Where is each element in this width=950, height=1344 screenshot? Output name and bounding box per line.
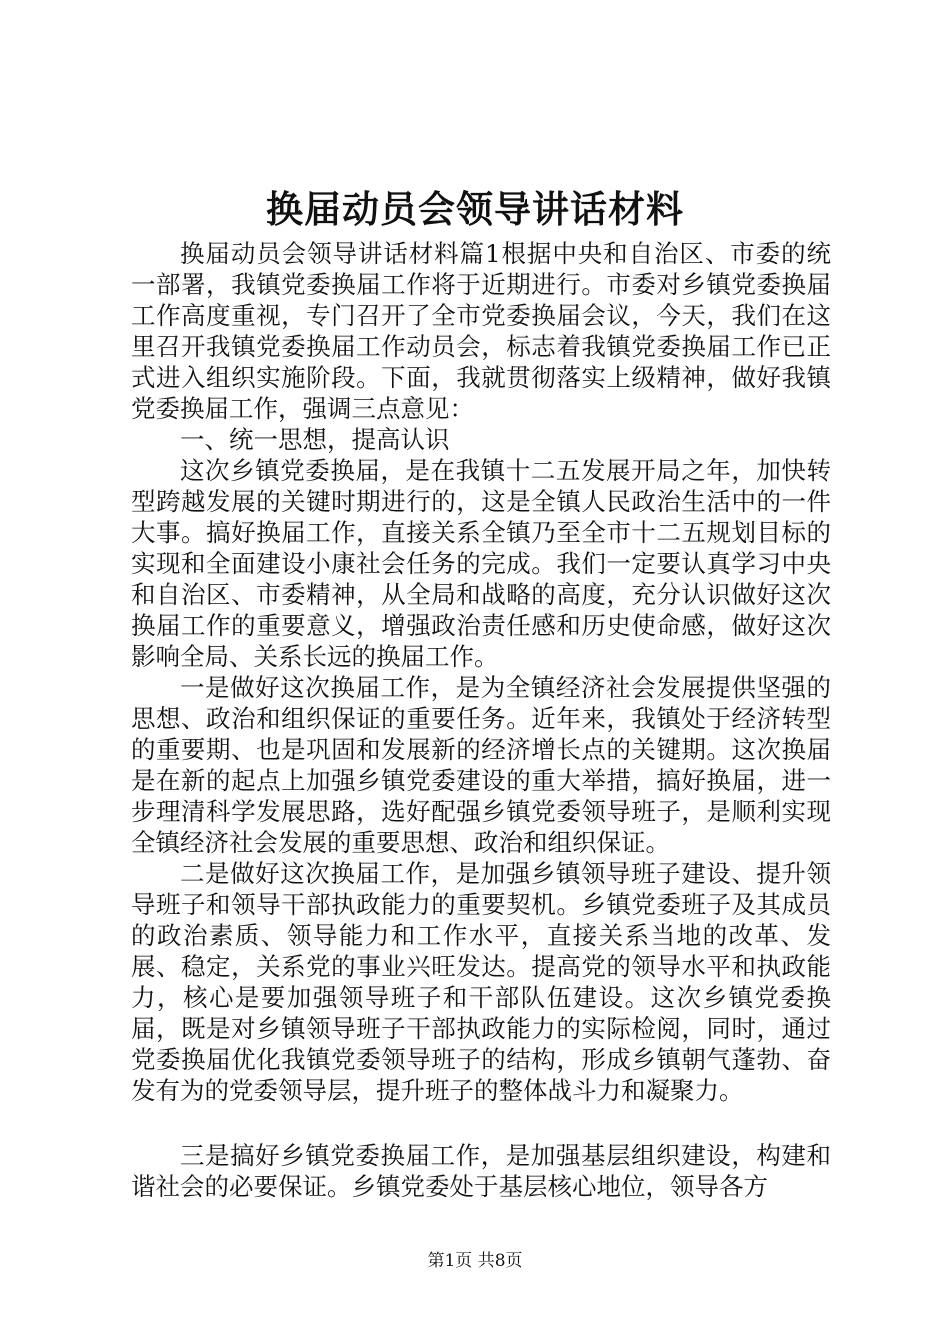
paragraph-point-two: 二是做好这次换届工作，是加强乡镇领导班子建设、提升领导班子和领导干部执政能力的重要契机。乡镇党委班子及其成员的政治素质、领导能力和工作水平，直接关系当地的改革、发展、稳定，关系党的事业兴旺发达。提高党的领导水平和执政能力，核心是要加强领导班子和干部队伍建设。这次乡镇党委换届，既是对乡镇领导班子干部执政能力的实际检阅，同时，通过党委换届优化我镇党委领导班子的结构，形成乡镇朝气蓬勃、奋发有为的党委领导层，提升班子的整体战斗力和凝聚力。 <box>131 859 831 1105</box>
paragraph-intro: 换届动员会领导讲话材料篇1根据中央和自治区、市委的统一部署，我镇党委换届工作将于近期进行。市委对乡镇党委换届工作高度重视，专门召开了全市党委换届会议，今天，我们在这里召开我镇党委换届工作动员会，标志着我镇党委换届工作已正式进入组织实施阶段。下面，我就贯彻落实上级精神，做好我镇党委换届工作，强调三点意见： <box>131 239 831 423</box>
page-number-footer: 第1页 共8页 <box>427 1251 523 1271</box>
document-body <box>131 238 831 1202</box>
paragraph-spacer <box>131 1106 831 1140</box>
paragraph-point-three: 三是搞好乡镇党委换届工作，是加强基层组织建设，构建和谐社会的必要保证。乡镇党委处于基层核心地位，领导各方 <box>131 1141 831 1201</box>
paragraph-point-one: 一是做好这次换届工作，是为全镇经济社会发展提供坚强的思想、政治和组织保证的重要任务。近年来，我镇处于经济转型的重要期、也是巩固和发展新的经济增长点的关键期。这次换届是在新的起点上加强乡镇党委建设的重大举措，搞好换届，进一步理清科学发展思路，选好配强乡镇党委领导班子，是顺利实现全镇经济社会发展的重要思想、政治和组织保证。 <box>131 673 831 857</box>
document-title: 换届动员会领导讲话材料 <box>266 187 684 231</box>
paragraph-context: 这次乡镇党委换届，是在我镇十二五发展开局之年，加快转型跨越发展的关键时期进行的，这是全镇人民政治生活中的一件大事。搞好换届工作，直接关系全镇乃至全市十二五规划目标的实现和全面建设小康社会任务的完成。我们一定要认真学习中央和自治区、市委精神，从全局和战略的高度，充分认识做好这次换届工作的重要意义，增强政治责任感和历史使命感，做好这次影响全局、关系长远的换届工作。 <box>131 456 831 671</box>
section-heading: 一、统一思想，提高认识 <box>180 425 450 454</box>
